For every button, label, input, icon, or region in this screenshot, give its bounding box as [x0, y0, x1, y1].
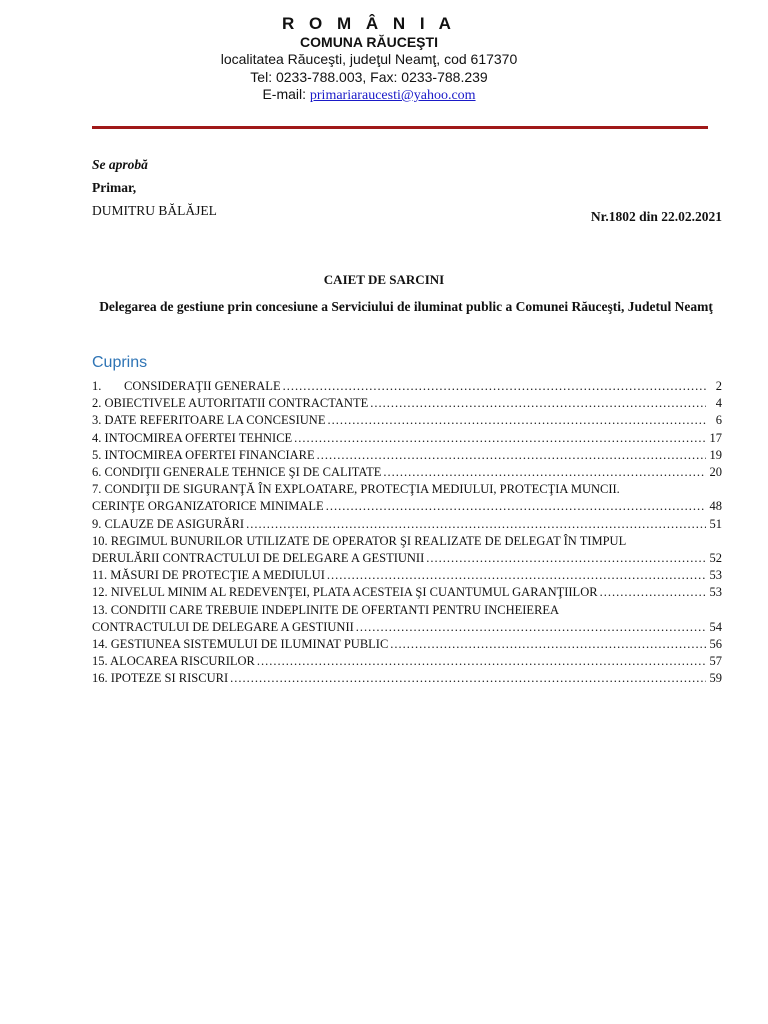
toc-entry-page: 20: [709, 465, 722, 480]
toc-entry-title: DERULĂRII CONTRACTULUI DE DELEGARE A GESTIUNII: [92, 551, 425, 566]
registration-number: Nr.1802 din 22.02.2021: [590, 209, 722, 224]
toc-leader-dots: [317, 447, 706, 464]
toc-entry-page: 51: [709, 516, 722, 531]
toc-entry-page: 52: [709, 551, 722, 566]
toc-entry-7[interactable]: [92, 498, 722, 515]
toc-leader-dots: [356, 619, 706, 636]
approval-role: Primar,: [92, 180, 137, 195]
toc-entry-16[interactable]: [92, 670, 722, 687]
toc-entry-3[interactable]: [92, 412, 722, 429]
toc-leader-dots: [383, 464, 706, 481]
document-title: CAIET DE SARCINI: [323, 272, 445, 287]
commune-name: COMUNA RĂUCEŞTI: [300, 34, 438, 50]
toc-entry-2[interactable]: [92, 395, 722, 412]
toc-entry-title: 6. CONDIŢII GENERALE TEHNICE ŞI DE CALITATE: [92, 465, 382, 480]
toc-entry-title: 3. DATE REFERITOARE LA CONCESIUNE: [92, 413, 326, 428]
letterhead: [0, 14, 768, 105]
toc-leader-dots: [257, 653, 706, 670]
toc-leader-dots: [370, 395, 706, 412]
email-link[interactable]: primariaraucesti@yahoo.com: [309, 88, 476, 103]
toc-leader-dots: [327, 412, 706, 429]
toc-entry-title: 16. IPOTEZE SI RISCURI: [92, 671, 229, 686]
toc-entry-page: 53: [709, 585, 722, 600]
toc-leader-dots: [326, 498, 706, 515]
address-line: localitatea Răuceşti, judeţul Neamţ, cod 617370: [220, 51, 518, 67]
toc-entry-text: CONSIDERAŢII GENERALE: [124, 379, 281, 393]
approval-label: Se aprobă: [92, 157, 148, 172]
toc-entry-title: 15. ALOCAREA RISCURILOR: [92, 654, 255, 669]
toc-leader-dots: [246, 516, 706, 533]
toc-entry-12[interactable]: [92, 584, 722, 601]
toc-entry-page: 57: [709, 654, 722, 669]
toc-entry-title: CONTRACTULUI DE DELEGARE A GESTIUNII: [92, 619, 354, 634]
toc-leader-dots: [294, 430, 706, 447]
toc-entry-page: 54: [709, 619, 722, 634]
toc-entry-title: 4. INTOCMIREA OFERTEI TEHNICE: [92, 430, 293, 445]
toc-entry-15[interactable]: [92, 653, 722, 670]
toc-heading: Cuprins: [92, 354, 148, 371]
toc-entry-page: 59: [709, 671, 722, 686]
toc-entry-4[interactable]: [92, 430, 722, 447]
toc-entry-title: 2. OBIECTIVELE AUTORITATII CONTRACTANTE: [92, 396, 369, 411]
header-divider: [92, 126, 708, 129]
toc-entry-13-first-line[interactable]: 13. CONDITII CARE TREBUIE INDEPLINITE DE OFERTANTI PENTRU INCHEIEREA: [92, 602, 560, 617]
toc-entry-6[interactable]: [92, 464, 722, 481]
toc-entry-page: 19: [709, 447, 722, 462]
toc-entry-title: [92, 378, 281, 395]
phone-fax-line: Tel: 0233-788.003, Fax: 0233-788.239: [250, 68, 488, 85]
approval-block: [92, 153, 217, 222]
toc-entry-9[interactable]: [92, 516, 722, 533]
toc-entry-title: 12. NIVELUL MINIM AL REDEVENŢEI, PLATA ACESTEIA ŞI CUANTUMUL GARANŢIILOR: [92, 585, 598, 600]
toc-entry-title: 5. INTOCMIREA OFERTEI FINANCIARE: [92, 447, 315, 462]
toc-entry-10[interactable]: [92, 550, 722, 567]
toc-entry-10-first-line[interactable]: 10. REGIMUL BUNURILOR UTILIZATE DE OPERATOR ŞI REALIZATE DE DELEGAT ÎN TIMPUL: [92, 533, 627, 548]
country-name: R O M Â N I A: [282, 14, 456, 33]
toc-entry-page: 53: [709, 568, 722, 583]
email-label: E-mail:: [262, 86, 310, 102]
toc-entry-1[interactable]: [92, 378, 722, 395]
toc-leader-dots: [390, 636, 706, 653]
toc-entry-page: 56: [709, 637, 722, 652]
toc-entry-number: 1.: [92, 379, 102, 393]
table-of-contents: [92, 378, 722, 688]
toc-entry-page: 6: [715, 413, 722, 428]
toc-entry-7-first-line[interactable]: 7. CONDIŢII DE SIGURANŢĂ ÎN EXPLOATARE, PROTECŢIA MEDIULUI, PROTECŢIA MUNCII.: [92, 482, 620, 497]
toc-entry-title: CERINŢE ORGANIZATORICE MINIMALE: [92, 499, 324, 514]
toc-leader-dots: [283, 378, 706, 395]
toc-entry-page: 48: [709, 499, 722, 514]
toc-leader-dots: [426, 550, 706, 567]
toc-entry-11[interactable]: [92, 567, 722, 584]
toc-entry-5[interactable]: [92, 447, 722, 464]
approval-name: DUMITRU BĂLĂJEL: [92, 203, 217, 218]
toc-entry-page: 17: [709, 430, 722, 445]
email-line: [0, 86, 768, 105]
toc-entry-title: 11. MĂSURI DE PROTECŢIE A MEDIULUI: [92, 568, 325, 583]
toc-entry-title: 9. CLAUZE DE ASIGURĂRI: [92, 516, 245, 531]
toc-entry-page: 4: [715, 396, 722, 411]
toc-leader-dots: [327, 567, 706, 584]
document-subtitle: Delegarea de gestiune prin concesiune a Serviciului de iluminat public a Comunei Răuceşti, Judetul Neamţ: [99, 299, 713, 314]
toc-leader-dots: [230, 670, 706, 687]
toc-entry-page: 2: [715, 379, 722, 393]
toc-entry-14[interactable]: [92, 636, 722, 653]
toc-entry-title: 14. GESTIUNEA SISTEMULUI DE ILUMINAT PUBLIC: [92, 637, 389, 652]
toc-leader-dots: [600, 584, 706, 601]
toc-entry-13[interactable]: [92, 619, 722, 636]
